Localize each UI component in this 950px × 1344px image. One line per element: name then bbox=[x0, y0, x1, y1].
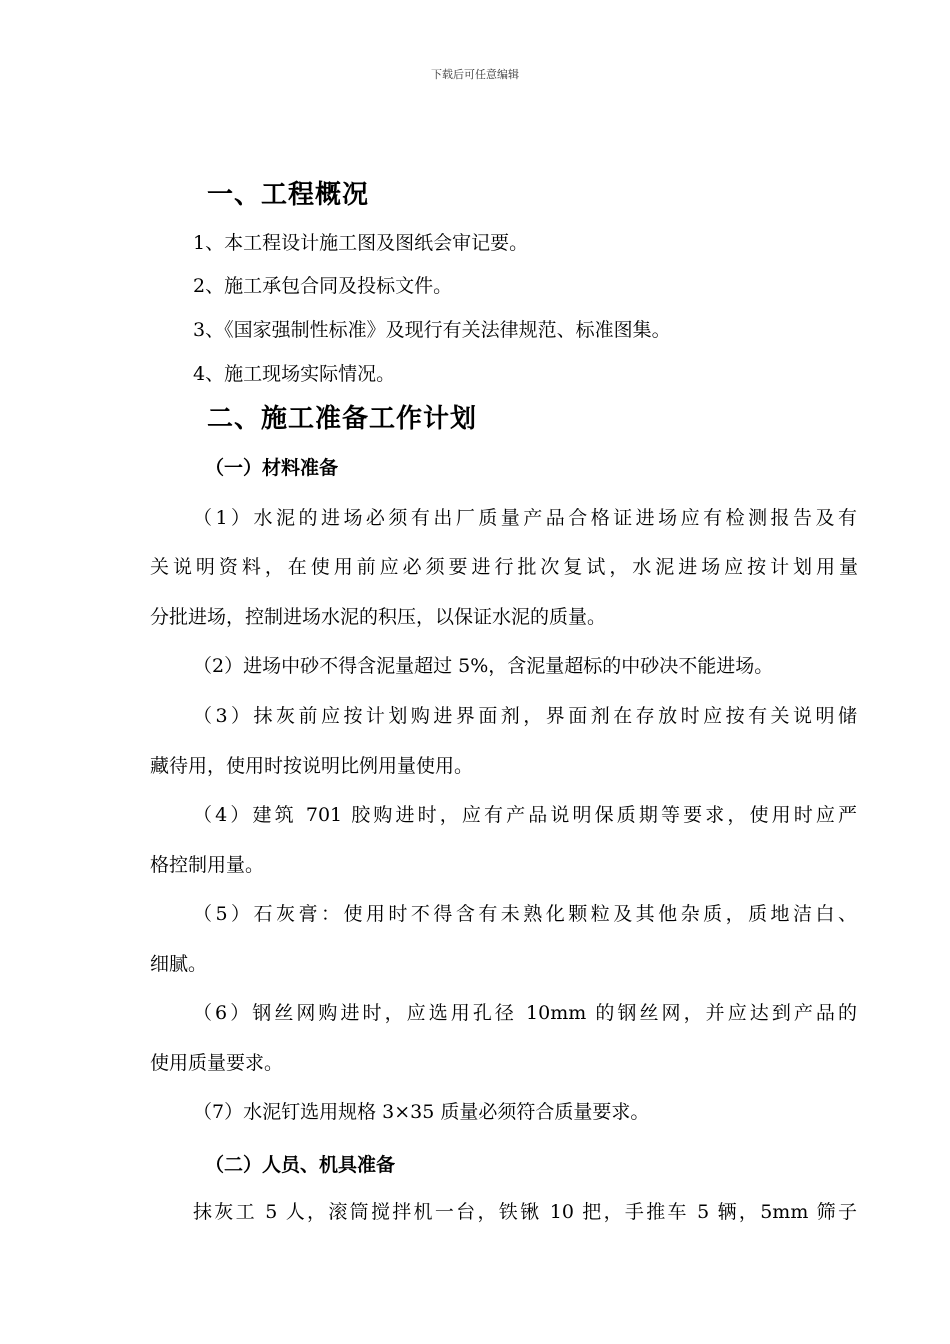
section-1-item: 4、施工现场实际情况。 bbox=[193, 363, 396, 385]
paragraph-line: （5）石灰膏：使用时不得含有未熟化颗粒及其他杂质，质地洁白、 bbox=[193, 903, 857, 925]
section-1-item: 2、施工承包合同及投标文件。 bbox=[193, 275, 453, 297]
paragraph-line: 抹灰工 5 人，滚筒搅拌机一台，铁锹 10 把，手推车 5 辆，5mm 筛子 bbox=[193, 1201, 857, 1223]
section-2-title: 二、施工准备工作计划 bbox=[207, 404, 478, 434]
paragraph-line: 关说明资料，在使用前应必须要进行批次复试，水泥进场应按计划用量 bbox=[150, 556, 858, 578]
section-1-title: 一、工程概况 bbox=[207, 180, 370, 210]
section-1-item: 1、本工程设计施工图及图纸会审记要。 bbox=[193, 232, 529, 254]
paragraph-line: 格控制用量。 bbox=[150, 854, 265, 876]
paragraph-line: （4）建筑 701 胶购进时，应有产品说明保质期等要求，使用时应严 bbox=[193, 804, 857, 826]
paragraph-line: 分批进场，控制进场水泥的积压，以保证水泥的质量。 bbox=[150, 606, 607, 628]
paragraph-line: （1）水泥的进场必须有出厂质量产品合格证进场应有检测报告及有 bbox=[193, 507, 857, 529]
paragraph-line: 使用质量要求。 bbox=[150, 1052, 284, 1074]
paragraph-line: 藏待用，使用时按说明比例用量使用。 bbox=[150, 755, 474, 777]
paragraph-line: 细腻。 bbox=[150, 953, 208, 975]
paragraph-line: （7）水泥钉选用规格 3×35 质量必须符合质量要求。 bbox=[193, 1101, 650, 1123]
header-note: 下载后可任意编辑 bbox=[431, 68, 519, 81]
paragraph-line: （3）抹灰前应按计划购进界面剂，界面剂在存放时应按有关说明储 bbox=[193, 705, 857, 727]
subsection-materials-title: （一）材料准备 bbox=[205, 457, 339, 479]
subsection-personnel-title: （二）人员、机具准备 bbox=[205, 1154, 396, 1176]
paragraph-line: （2）进场中砂不得含泥量超过 5%，含泥量超标的中砂决不能进场。 bbox=[193, 655, 774, 677]
paragraph-line: （6）钢丝网购进时，应选用孔径 10mm 的钢丝网，并应达到产品的 bbox=[193, 1002, 857, 1024]
section-1-item: 3、《国家强制性标准》及现行有关法律规范、标准图集。 bbox=[193, 319, 671, 341]
